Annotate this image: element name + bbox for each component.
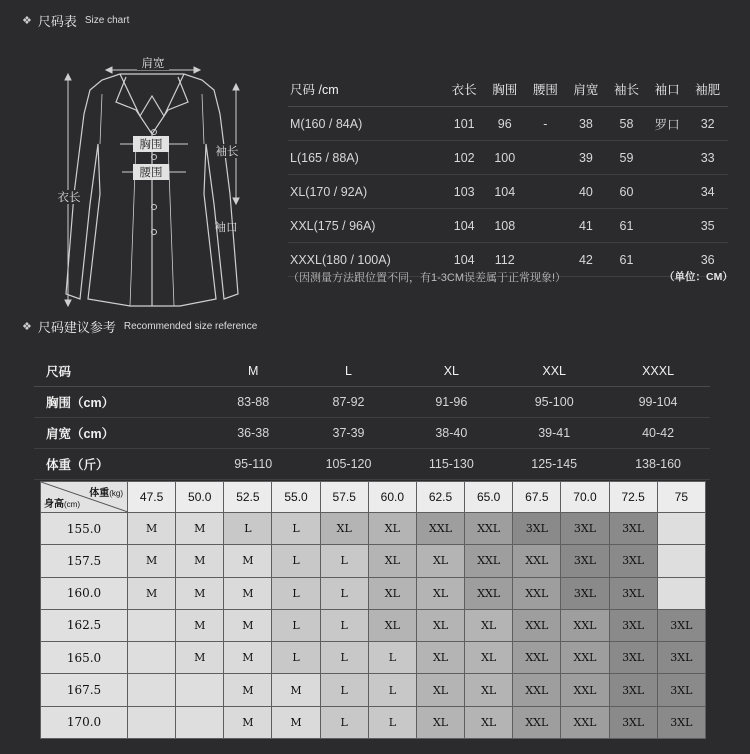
size-table-header: 尺码 /cm (288, 72, 444, 107)
rec-table-header: M (210, 356, 297, 387)
grid-size-cell: L (272, 609, 320, 641)
size-table-cell: 32 (687, 107, 728, 141)
recommend-table (34, 356, 710, 480)
grid-row (41, 642, 706, 674)
rec-table-cell: 体重（斤） (34, 449, 210, 480)
rec-table-cell: 138-160 (606, 449, 710, 480)
grid-size-cell: XXL (465, 513, 513, 545)
grid-size-cell: L (272, 642, 320, 674)
size-table-row (288, 107, 728, 141)
grid-size-cell: 3XL (609, 513, 657, 545)
grid-size-cell: 3XL (657, 674, 705, 706)
size-table-header-row (288, 72, 728, 107)
grid-size-cell (128, 706, 176, 738)
size-chart-title-cn: 尺码表 (37, 14, 77, 29)
grid-size-cell: M (224, 642, 272, 674)
corner-weight-unit: (kg) (109, 489, 123, 498)
grid-row (41, 577, 706, 609)
size-table-cell: 59 (606, 141, 647, 175)
size-table-cell: 40 (566, 175, 607, 209)
size-table-cell: XL(170 / 92A) (288, 175, 444, 209)
grid-row (41, 674, 706, 706)
size-table-cell: 33 (687, 141, 728, 175)
size-chart-title (22, 11, 129, 30)
size-table-cell: 35 (687, 209, 728, 243)
grid-size-cell: L (320, 642, 368, 674)
grid-size-cell: M (224, 706, 272, 738)
size-table-cell: 100 (484, 141, 525, 175)
grid-size-cell: M (176, 513, 224, 545)
grid-row (41, 609, 706, 641)
rec-table-header-row (34, 356, 710, 387)
grid-size-cell: XL (416, 706, 464, 738)
grid-size-cell (128, 642, 176, 674)
rec-table-cell: 115-130 (400, 449, 502, 480)
label-cuff: 袖口 (214, 222, 238, 234)
grid-size-cell: 3XL (609, 706, 657, 738)
grid-height-cell: 167.5 (41, 674, 128, 706)
recommend-title (22, 317, 257, 336)
grid-size-cell: M (176, 642, 224, 674)
size-table-header: 肩宽 (566, 72, 607, 107)
size-table-header: 胸围 (484, 72, 525, 107)
grid-size-cell (176, 706, 224, 738)
grid-size-cell: L (224, 513, 272, 545)
grid-size-cell: M (128, 513, 176, 545)
grid-size-cell: XXL (513, 674, 561, 706)
rec-table-cell: 99-104 (606, 387, 710, 418)
grid-size-cell: 3XL (657, 706, 705, 738)
label-chest: 胸围 (139, 139, 163, 151)
grid-height-cell: 162.5 (41, 609, 128, 641)
size-table-cell: 104 (444, 243, 485, 277)
rec-table-cell: 40-42 (606, 418, 710, 449)
grid-size-cell: XL (465, 706, 513, 738)
grid-size-cell (657, 577, 705, 609)
rec-table-header: XL (400, 356, 502, 387)
grid-size-cell: M (176, 545, 224, 577)
grid-size-cell: M (224, 545, 272, 577)
grid-size-cell: 3XL (561, 545, 609, 577)
grid-size-cell: 3XL (609, 642, 657, 674)
grid-height-cell: 155.0 (41, 513, 128, 545)
grid-size-cell (176, 674, 224, 706)
size-table-cell: 61 (606, 243, 647, 277)
size-table-cell (647, 141, 688, 175)
grid-size-cell: M (224, 609, 272, 641)
rec-table-cell: 肩宽（cm） (34, 418, 210, 449)
grid-height-cell: 160.0 (41, 577, 128, 609)
size-table-header: 袖口 (647, 72, 688, 107)
coat-diagram (40, 44, 280, 314)
rec-table-row (34, 449, 710, 480)
rec-table-header: L (297, 356, 401, 387)
grid-size-cell: XL (368, 545, 416, 577)
corner-height-unit: (cm) (64, 500, 80, 509)
grid-weight-header: 57.5 (320, 482, 368, 513)
grid-size-cell: M (176, 577, 224, 609)
rec-table-cell: 125-145 (502, 449, 606, 480)
size-table-header: 腰围 (525, 72, 566, 107)
rec-table-cell: 39-41 (502, 418, 606, 449)
grid-size-cell: 3XL (609, 609, 657, 641)
grid-weight-header: 65.0 (465, 482, 513, 513)
grid-weight-header: 70.0 (561, 482, 609, 513)
size-table-cell: 103 (444, 175, 485, 209)
grid-size-cell (128, 609, 176, 641)
size-table-cell: 38 (566, 107, 607, 141)
grid-size-cell: XXL (465, 545, 513, 577)
size-table-cell: 61 (606, 209, 647, 243)
grid-size-cell: XL (416, 642, 464, 674)
size-table-cell: 112 (484, 243, 525, 277)
recommend-title-en: Recommended size reference (123, 321, 258, 332)
grid-size-cell: XXL (513, 545, 561, 577)
size-chart-title-en: Size chart (84, 15, 130, 26)
grid-size-cell: L (368, 706, 416, 738)
grid-size-cell: L (320, 706, 368, 738)
size-table-cell (647, 175, 688, 209)
grid-size-cell: XL (368, 513, 416, 545)
grid-size-cell: M (128, 545, 176, 577)
size-table-cell: 96 (484, 107, 525, 141)
size-table-cell: 60 (606, 175, 647, 209)
grid-weight-header: 67.5 (513, 482, 561, 513)
flower-icon: ❖ (22, 15, 32, 27)
size-table-row (288, 175, 728, 209)
rec-table-header: 尺码 (34, 356, 210, 387)
grid-size-cell (657, 545, 705, 577)
grid-size-cell: 3XL (561, 577, 609, 609)
grid-corner (41, 482, 128, 513)
size-table-cell: 41 (566, 209, 607, 243)
grid-size-cell: M (224, 674, 272, 706)
rec-table-row (34, 418, 710, 449)
size-table-cell: 罗口 (647, 107, 688, 141)
grid-header-row (41, 482, 706, 513)
rec-table-cell: 87-92 (297, 387, 401, 418)
grid-height-cell: 165.0 (41, 642, 128, 674)
corner-weight-label: 体重 (89, 488, 110, 499)
flower-icon: ❖ (22, 321, 32, 333)
rec-table-cell: 胸围（cm） (34, 387, 210, 418)
grid-size-cell: XXL (513, 706, 561, 738)
grid-size-cell: L (368, 674, 416, 706)
grid-size-cell: 3XL (657, 609, 705, 641)
label-sleeve: 袖长 (215, 146, 239, 158)
size-table-cell (525, 175, 566, 209)
size-table-cell (647, 209, 688, 243)
measurement-note: （因测量方法跟位置不同，有1-3CM误差属于正常现象!） (288, 272, 567, 284)
rec-table-header: XXL (502, 356, 606, 387)
grid-size-cell: L (368, 642, 416, 674)
grid-height-cell: 170.0 (41, 706, 128, 738)
grid-size-cell: XXL (513, 577, 561, 609)
size-table-cell: 34 (687, 175, 728, 209)
grid-size-cell (657, 513, 705, 545)
grid-size-cell: M (272, 674, 320, 706)
size-table-cell: L(165 / 88A) (288, 141, 444, 175)
grid-size-cell: XL (416, 577, 464, 609)
grid-size-cell: XL (416, 609, 464, 641)
size-table-cell: 42 (566, 243, 607, 277)
grid-size-cell: L (272, 577, 320, 609)
size-table-cell: 108 (484, 209, 525, 243)
grid-size-cell: XL (465, 642, 513, 674)
size-grid (40, 481, 706, 739)
grid-size-cell: XL (368, 609, 416, 641)
recommend-title-cn: 尺码建议参考 (37, 320, 116, 335)
size-table-row (288, 141, 728, 175)
grid-size-cell: XL (465, 674, 513, 706)
grid-row (41, 706, 706, 738)
grid-size-cell: M (272, 706, 320, 738)
rec-table-header: XXXL (606, 356, 710, 387)
size-table-cell: 102 (444, 141, 485, 175)
grid-size-cell: XL (416, 674, 464, 706)
grid-size-cell: XL (320, 513, 368, 545)
rec-table-cell: 37-39 (297, 418, 401, 449)
grid-size-cell: XXL (513, 609, 561, 641)
grid-weight-header: 62.5 (416, 482, 464, 513)
grid-row (41, 513, 706, 545)
size-table-cell: - (525, 107, 566, 141)
grid-size-cell: XXL (561, 706, 609, 738)
size-table-cell: 104 (484, 175, 525, 209)
size-table-cell (525, 209, 566, 243)
label-shoulder: 肩宽 (141, 58, 165, 70)
size-table-cell: XXXL(180 / 100A) (288, 243, 444, 277)
grid-size-cell: XXL (561, 609, 609, 641)
rec-table-cell: 83-88 (210, 387, 297, 418)
size-table-cell: 39 (566, 141, 607, 175)
grid-weight-header: 60.0 (368, 482, 416, 513)
size-table-cell: 36 (687, 243, 728, 277)
size-table-cell (525, 141, 566, 175)
rec-table-cell: 105-120 (297, 449, 401, 480)
grid-size-cell: M (176, 609, 224, 641)
grid-weight-header: 47.5 (128, 482, 176, 513)
grid-weight-header: 50.0 (176, 482, 224, 513)
corner-weight (89, 484, 123, 499)
rec-table-cell: 36-38 (210, 418, 297, 449)
grid-size-cell: XXL (416, 513, 464, 545)
size-table-cell: 104 (444, 209, 485, 243)
grid-size-cell (128, 674, 176, 706)
grid-size-cell: L (320, 545, 368, 577)
size-chart-table (288, 72, 728, 277)
rec-table-cell: 95-110 (210, 449, 297, 480)
grid-weight-header: 52.5 (224, 482, 272, 513)
label-waist: 腰围 (139, 167, 163, 179)
size-table-cell: XXL(175 / 96A) (288, 209, 444, 243)
label-length: 衣长 (57, 192, 81, 204)
grid-size-cell: 3XL (657, 642, 705, 674)
grid-size-cell: 3XL (609, 674, 657, 706)
grid-size-cell: L (272, 513, 320, 545)
size-table-cell: 101 (444, 107, 485, 141)
grid-size-cell: 3XL (609, 545, 657, 577)
size-table-cell: M(160 / 84A) (288, 107, 444, 141)
grid-weight-header: 55.0 (272, 482, 320, 513)
size-table-header: 袖长 (606, 72, 647, 107)
grid-size-cell: XL (465, 609, 513, 641)
size-table-cell: 58 (606, 107, 647, 141)
size-table-row (288, 209, 728, 243)
corner-height-label: 身高 (44, 499, 64, 510)
grid-size-cell: XL (416, 545, 464, 577)
grid-size-cell: M (224, 577, 272, 609)
size-table-header: 袖肥 (687, 72, 728, 107)
grid-size-cell: M (128, 577, 176, 609)
corner-height (44, 495, 80, 510)
grid-size-cell: L (320, 609, 368, 641)
size-table-header: 衣长 (444, 72, 485, 107)
grid-size-cell: XXL (561, 642, 609, 674)
grid-size-cell: XXL (513, 642, 561, 674)
grid-size-cell: 3XL (513, 513, 561, 545)
grid-size-cell: 3XL (561, 513, 609, 545)
grid-weight-header: 75 (657, 482, 705, 513)
grid-size-cell: XL (368, 577, 416, 609)
grid-size-cell: L (320, 577, 368, 609)
rec-table-cell: 38-40 (400, 418, 502, 449)
grid-size-cell: L (272, 545, 320, 577)
grid-size-cell: 3XL (609, 577, 657, 609)
unit-note: （单位：CM） (664, 271, 733, 283)
grid-size-cell: XXL (561, 674, 609, 706)
grid-size-cell: XXL (465, 577, 513, 609)
grid-height-cell: 157.5 (41, 545, 128, 577)
rec-table-row (34, 387, 710, 418)
grid-row (41, 545, 706, 577)
rec-table-cell: 95-100 (502, 387, 606, 418)
grid-size-cell: L (320, 674, 368, 706)
grid-weight-header: 72.5 (609, 482, 657, 513)
rec-table-cell: 91-96 (400, 387, 502, 418)
